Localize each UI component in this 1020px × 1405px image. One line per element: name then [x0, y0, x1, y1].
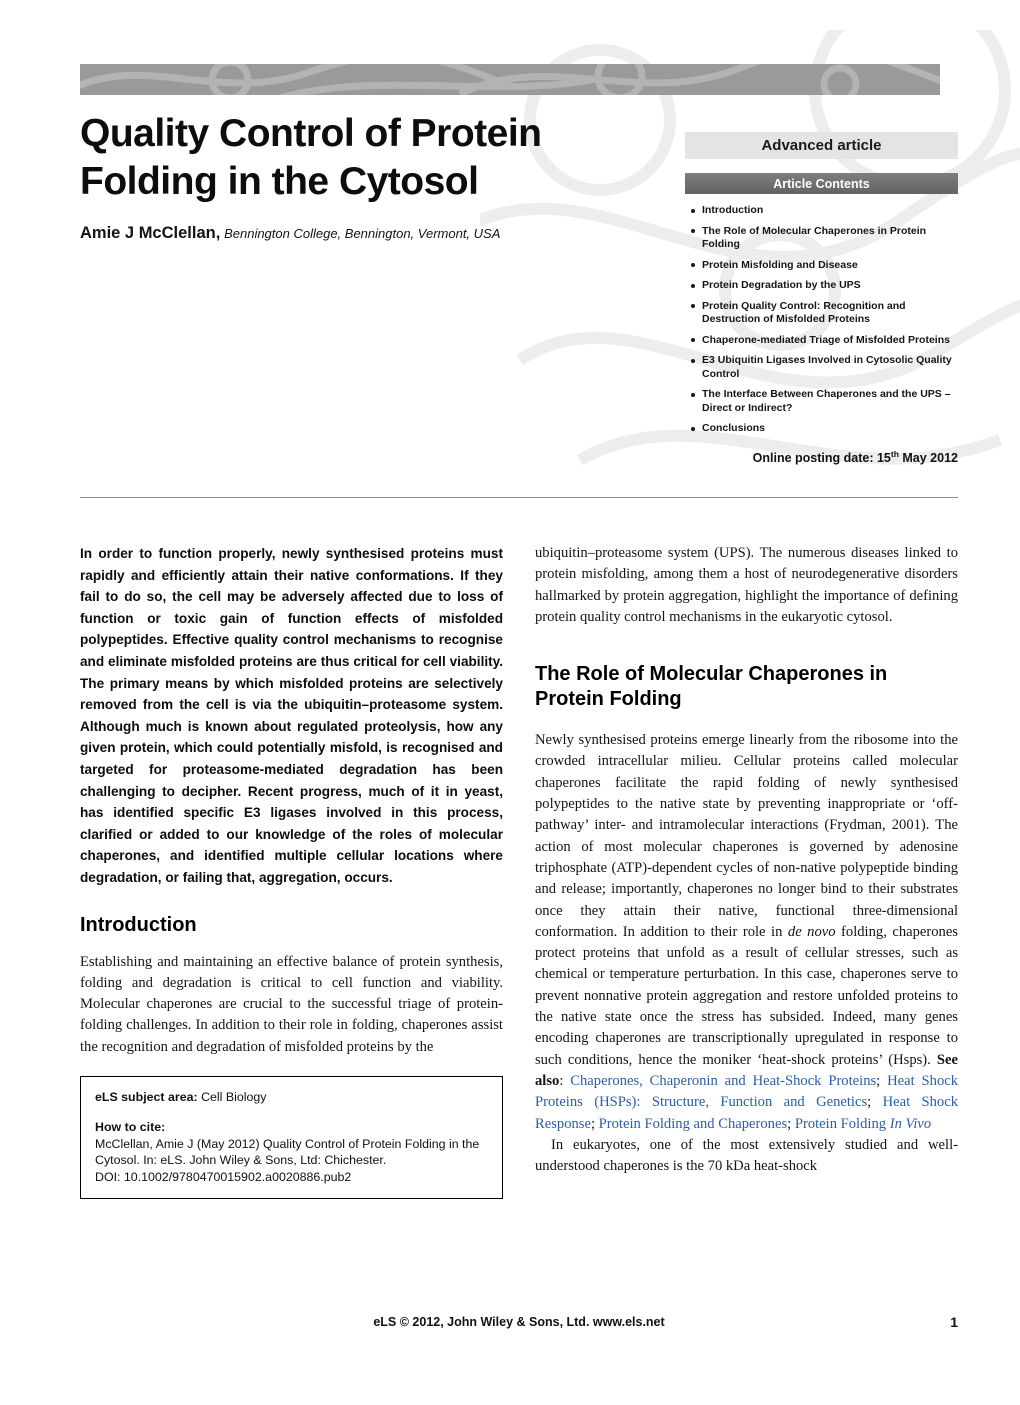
bullet-icon: [691, 304, 695, 308]
author-affiliation: Bennington College, Bennington, Vermont, USA: [224, 226, 501, 241]
text-segment: ;: [876, 1072, 888, 1089]
continuation-paragraph: ubiquitin–proteasome system (UPS). The numerous diseases linked to protein misfolding, among them a host of neurodegenerative disorders hallmarked by protein aggregation, highlight the importance of defining protein quality control mechanisms in the eukaryotic cytosol.: [535, 545, 958, 625]
toc-item-label: Protein Degradation by the UPS: [702, 279, 861, 291]
toc-item-label: Introduction: [702, 204, 764, 216]
chaperone-role-paragraph: [535, 730, 958, 1135]
posting-date: [80, 449, 958, 465]
toc-item: [689, 259, 958, 273]
bullet-icon: [691, 338, 695, 342]
toc-item-label: Chaperone-mediated Triage of Misfolded Proteins: [702, 333, 950, 346]
toc-item: [689, 354, 958, 381]
toc-item: [689, 279, 958, 293]
chaperone-role-heading: The Role of Molecular Chaperones in Protein Folding: [535, 663, 888, 711]
toc-item: [689, 204, 958, 218]
how-to-cite-label-text: How to cite:: [95, 1120, 166, 1135]
article-type-badge: Advanced article: [685, 132, 958, 159]
subject-area-label: eLS subject area:: [95, 1089, 198, 1104]
right-column: [535, 543, 958, 1177]
citation-box: [80, 1076, 503, 1200]
text-segment: ;: [787, 1115, 795, 1132]
bullet-icon: [691, 229, 695, 233]
author-line: [80, 224, 660, 243]
see-also-link[interactable]: Protein Folding and Chaperones: [598, 1115, 788, 1132]
see-also-link[interactable]: Protein Folding: [794, 1115, 890, 1132]
author-name: Amie J McClellan,: [80, 224, 221, 242]
toc-item: [689, 225, 958, 252]
chaperone-role-paragraph-2: In eukaryotes, one of the most extensively studied and well-understood chaperones is the 70 kDa heat-shock: [535, 1136, 958, 1175]
see-also-link[interactable]: In Vivo: [889, 1115, 932, 1132]
subject-area-line: [95, 1089, 488, 1106]
toc-item-label: The Interface Between Chaperones and the UPS – Direct or Indirect?: [702, 388, 951, 414]
subject-area-value: Cell Biology: [197, 1089, 267, 1104]
text-segment: de novo: [787, 923, 836, 940]
left-column: [80, 543, 503, 1199]
see-also-link[interactable]: Heat Shock Response: [535, 1094, 958, 1132]
text-segment: ;: [590, 1115, 599, 1132]
bullet-icon: [691, 263, 695, 267]
bullet-icon: [691, 359, 695, 363]
page-title: [80, 110, 660, 206]
text-segment: ;: [867, 1094, 883, 1111]
toc-item: [689, 388, 958, 415]
introduction-paragraph: Establishing and maintaining an effective balance of protein synthesis, folding and degradation is critical to cell function and viability. Molecular chaperones are crucial to the successful triage of protein-folding challenges. In addition to their role in folding, chaperones assist the recognition and degradation of misfolded proteins by the: [80, 953, 503, 1055]
posting-date-day: 15: [876, 451, 891, 466]
bullet-icon: [691, 393, 695, 397]
text-segment: :: [559, 1072, 571, 1089]
bullet-icon: [691, 284, 695, 288]
toc-item-label: Protein Quality Control: Recognition and Destruction of Misfolded Proteins: [702, 299, 906, 325]
see-also-link[interactable]: Chaperones, Chaperonin and Heat-Shock Proteins: [570, 1072, 877, 1089]
footer-text: eLS © 2012, John Wiley & Sons, Ltd. www.els.net: [373, 1315, 665, 1329]
how-to-cite-label: [95, 1119, 488, 1136]
toc-item: [689, 334, 958, 348]
text-segment: Newly synthesised proteins emerge linearly from the ribosome into the crowded intracellular milieu. Cellular proteins called molecular chaperones facilitate the rapid folding of newly synthesised polypeptides to the native state by preventing inappropriate or ‘off-pathway’ inter- and intramolecular interactions (Frydman, 2001). The action of most molecular chaperones is governed by adenosine triphosphate (ATP)-dependent cycles of non-native polypeptide binding and release; importantly, chaperones no longer bind to their substrates once they attain their native, functional three-dimensional conformation. In addition to their role in: [535, 732, 958, 940]
bullet-icon: [691, 209, 695, 213]
article-contents-list: [685, 194, 958, 436]
text-segment: folding, chaperones protect proteins that unfold as a result of cellular stresses, such as chemical or temperature perturbation. In this case, chaperones serve to prevent nonnative protein aggregation and restore unfolded proteins to the native state once the stress has subsided. Indeed, many genes encoding chaperones are transcriptionally upregulated in response to such conditions, hence the moniker ‘heat-shock proteins’ (Hsps).: [535, 923, 958, 1068]
toc-item-label: Protein Misfolding and Disease: [702, 258, 858, 271]
posting-date-label: Online posting date:: [752, 451, 874, 466]
citation-doi: DOI: 10.1002/9780470015902.a0020886.pub2: [95, 1169, 352, 1184]
introduction-heading: Introduction: [80, 913, 197, 936]
toc-item-label: The Role of Molecular Chaperones in Protein Folding: [702, 224, 927, 250]
see-also-link[interactable]: Heat Shock Proteins (HSPs): Structure, Function and Genetics: [535, 1072, 959, 1111]
info-panel: [685, 132, 958, 443]
posting-date-ordinal: th: [890, 449, 899, 459]
article-contents-header: Article Contents: [685, 173, 958, 194]
toc-item: [689, 422, 958, 436]
toc-item-label: E3 Ubiquitin Ligases Involved in Cytosolic Quality Control: [702, 354, 952, 380]
citation-text: McClellan, Amie J (May 2012) Quality Control of Protein Folding in the Cytosol. In: eLS. John Wiley & Sons, Ltd: Chichester.: [95, 1136, 480, 1168]
title-line-1: Quality Control of Protein: [80, 112, 542, 155]
header-divider: [80, 497, 958, 498]
toc-item-label: Conclusions: [702, 422, 766, 434]
abstract-paragraph: In order to function properly, newly synthesised proteins must rapidly and efficiently attain their native conformations. If they fail to do so, the cell may be adversely affected due to loss of function or toxic gain of function effects of misfolded polypeptides. Effective quality control mechanisms to recognise and eliminate misfolded proteins are thus critical for cell viability. The primary means by which misfolded proteins are selectively removed from the cell is via the ubiquitin–proteasome system. Although much is known about regulated proteolysis, how any given protein, which could potentially misfold, is recognised and targeted for proteasome-mediated degradation has been challenging to decipher. Recent progress, much of it in yeast, has identified specific E3 ligases involved in this process, clarified or added to our knowledge of the roles of molecular chaperones, and identified multiple cellular locations where degradation, or failing that, aggregation, occurs.: [80, 546, 503, 885]
text-segment: See also: [535, 1051, 958, 1089]
bullet-icon: [691, 427, 695, 431]
title-line-2: Folding in the Cytosol: [80, 160, 479, 203]
page-footer: [80, 1315, 958, 1329]
posting-date-rest: May 2012: [898, 451, 958, 466]
toc-item: [689, 300, 958, 327]
page-number: 1: [950, 1314, 958, 1330]
